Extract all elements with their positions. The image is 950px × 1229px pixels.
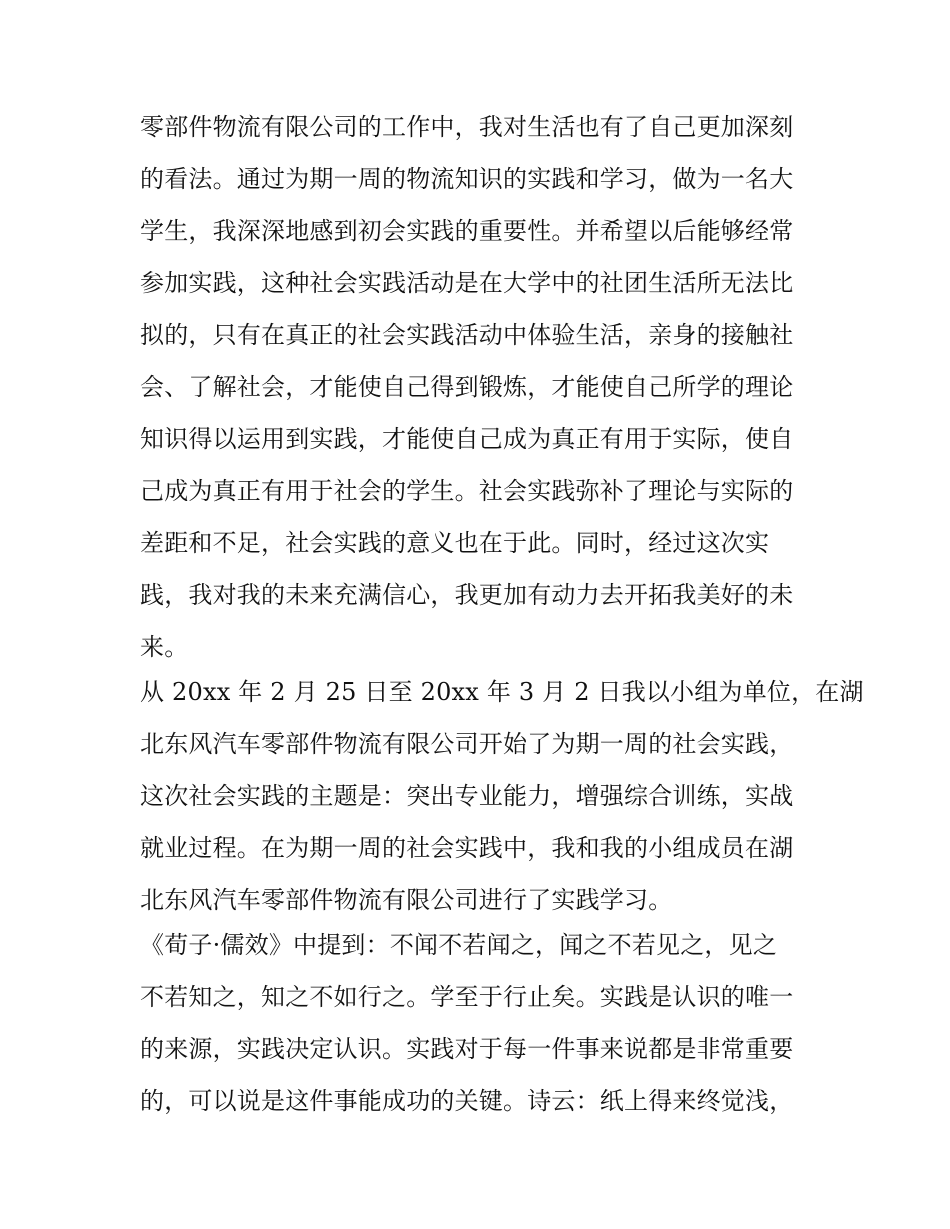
text-line: 差距和不足，社会实践的意义也在于此。同时，经过这次实: [140, 529, 770, 557]
text-line: 《荀子·儒效》中提到：不闻不若闻之，闻之不若见之，见之: [140, 931, 778, 959]
text-line: 践，我对我的未来充满信心，我更加有动力去开拓我美好的未: [140, 581, 794, 609]
text-line: 参加实践，这种社会实践活动是在大学中的社团生活所无法比: [140, 269, 794, 297]
text-line: 知识得以运用到实践，才能使自己成为真正有用于实际，使自: [140, 425, 794, 453]
text-line: 会、了解社会，才能使自己得到锻炼，才能使自己所学的理论: [140, 373, 794, 401]
text-line: 学生，我深深地感到初会实践的重要性。并希望以后能够经常: [140, 217, 794, 245]
text-line: 的看法。通过为期一周的物流知识的实践和学习，做为一名大: [140, 165, 794, 193]
text-line: 的，可以说是这件事能成功的关键。诗云：纸上得来终觉浅，: [140, 1087, 794, 1115]
text-line: 从 20xx 年 2 月 25 日至 20xx 年 3 月 2 日我以小组为单位，在湖: [140, 678, 864, 706]
text-line: 北东风汽车零部件物流有限公司开始了为期一周的社会实践，: [140, 730, 794, 758]
text-line: 不若知之，知之不如行之。学至于行止矣。实践是认识的唯一: [140, 983, 794, 1011]
text-line: 北东风汽车零部件物流有限公司进行了实践学习。: [140, 886, 673, 914]
text-line: 来。: [140, 633, 189, 661]
text-line: 零部件物流有限公司的工作中，我对生活也有了自己更加深刻: [140, 113, 794, 141]
text-line: 己成为真正有用于社会的学生。社会实践弥补了理论与实际的: [140, 477, 794, 505]
text-line: 就业过程。在为期一周的社会实践中，我和我的小组成员在湖: [140, 834, 794, 862]
text-line: 这次社会实践的主题是：突出专业能力，增强综合训练，实战: [140, 782, 794, 810]
text-line: 拟的，只有在真正的社会实践活动中体验生活，亲身的接触社: [140, 321, 794, 349]
text-line: 的来源，实践决定认识。实践对于每一件事来说都是非常重要: [140, 1035, 794, 1063]
